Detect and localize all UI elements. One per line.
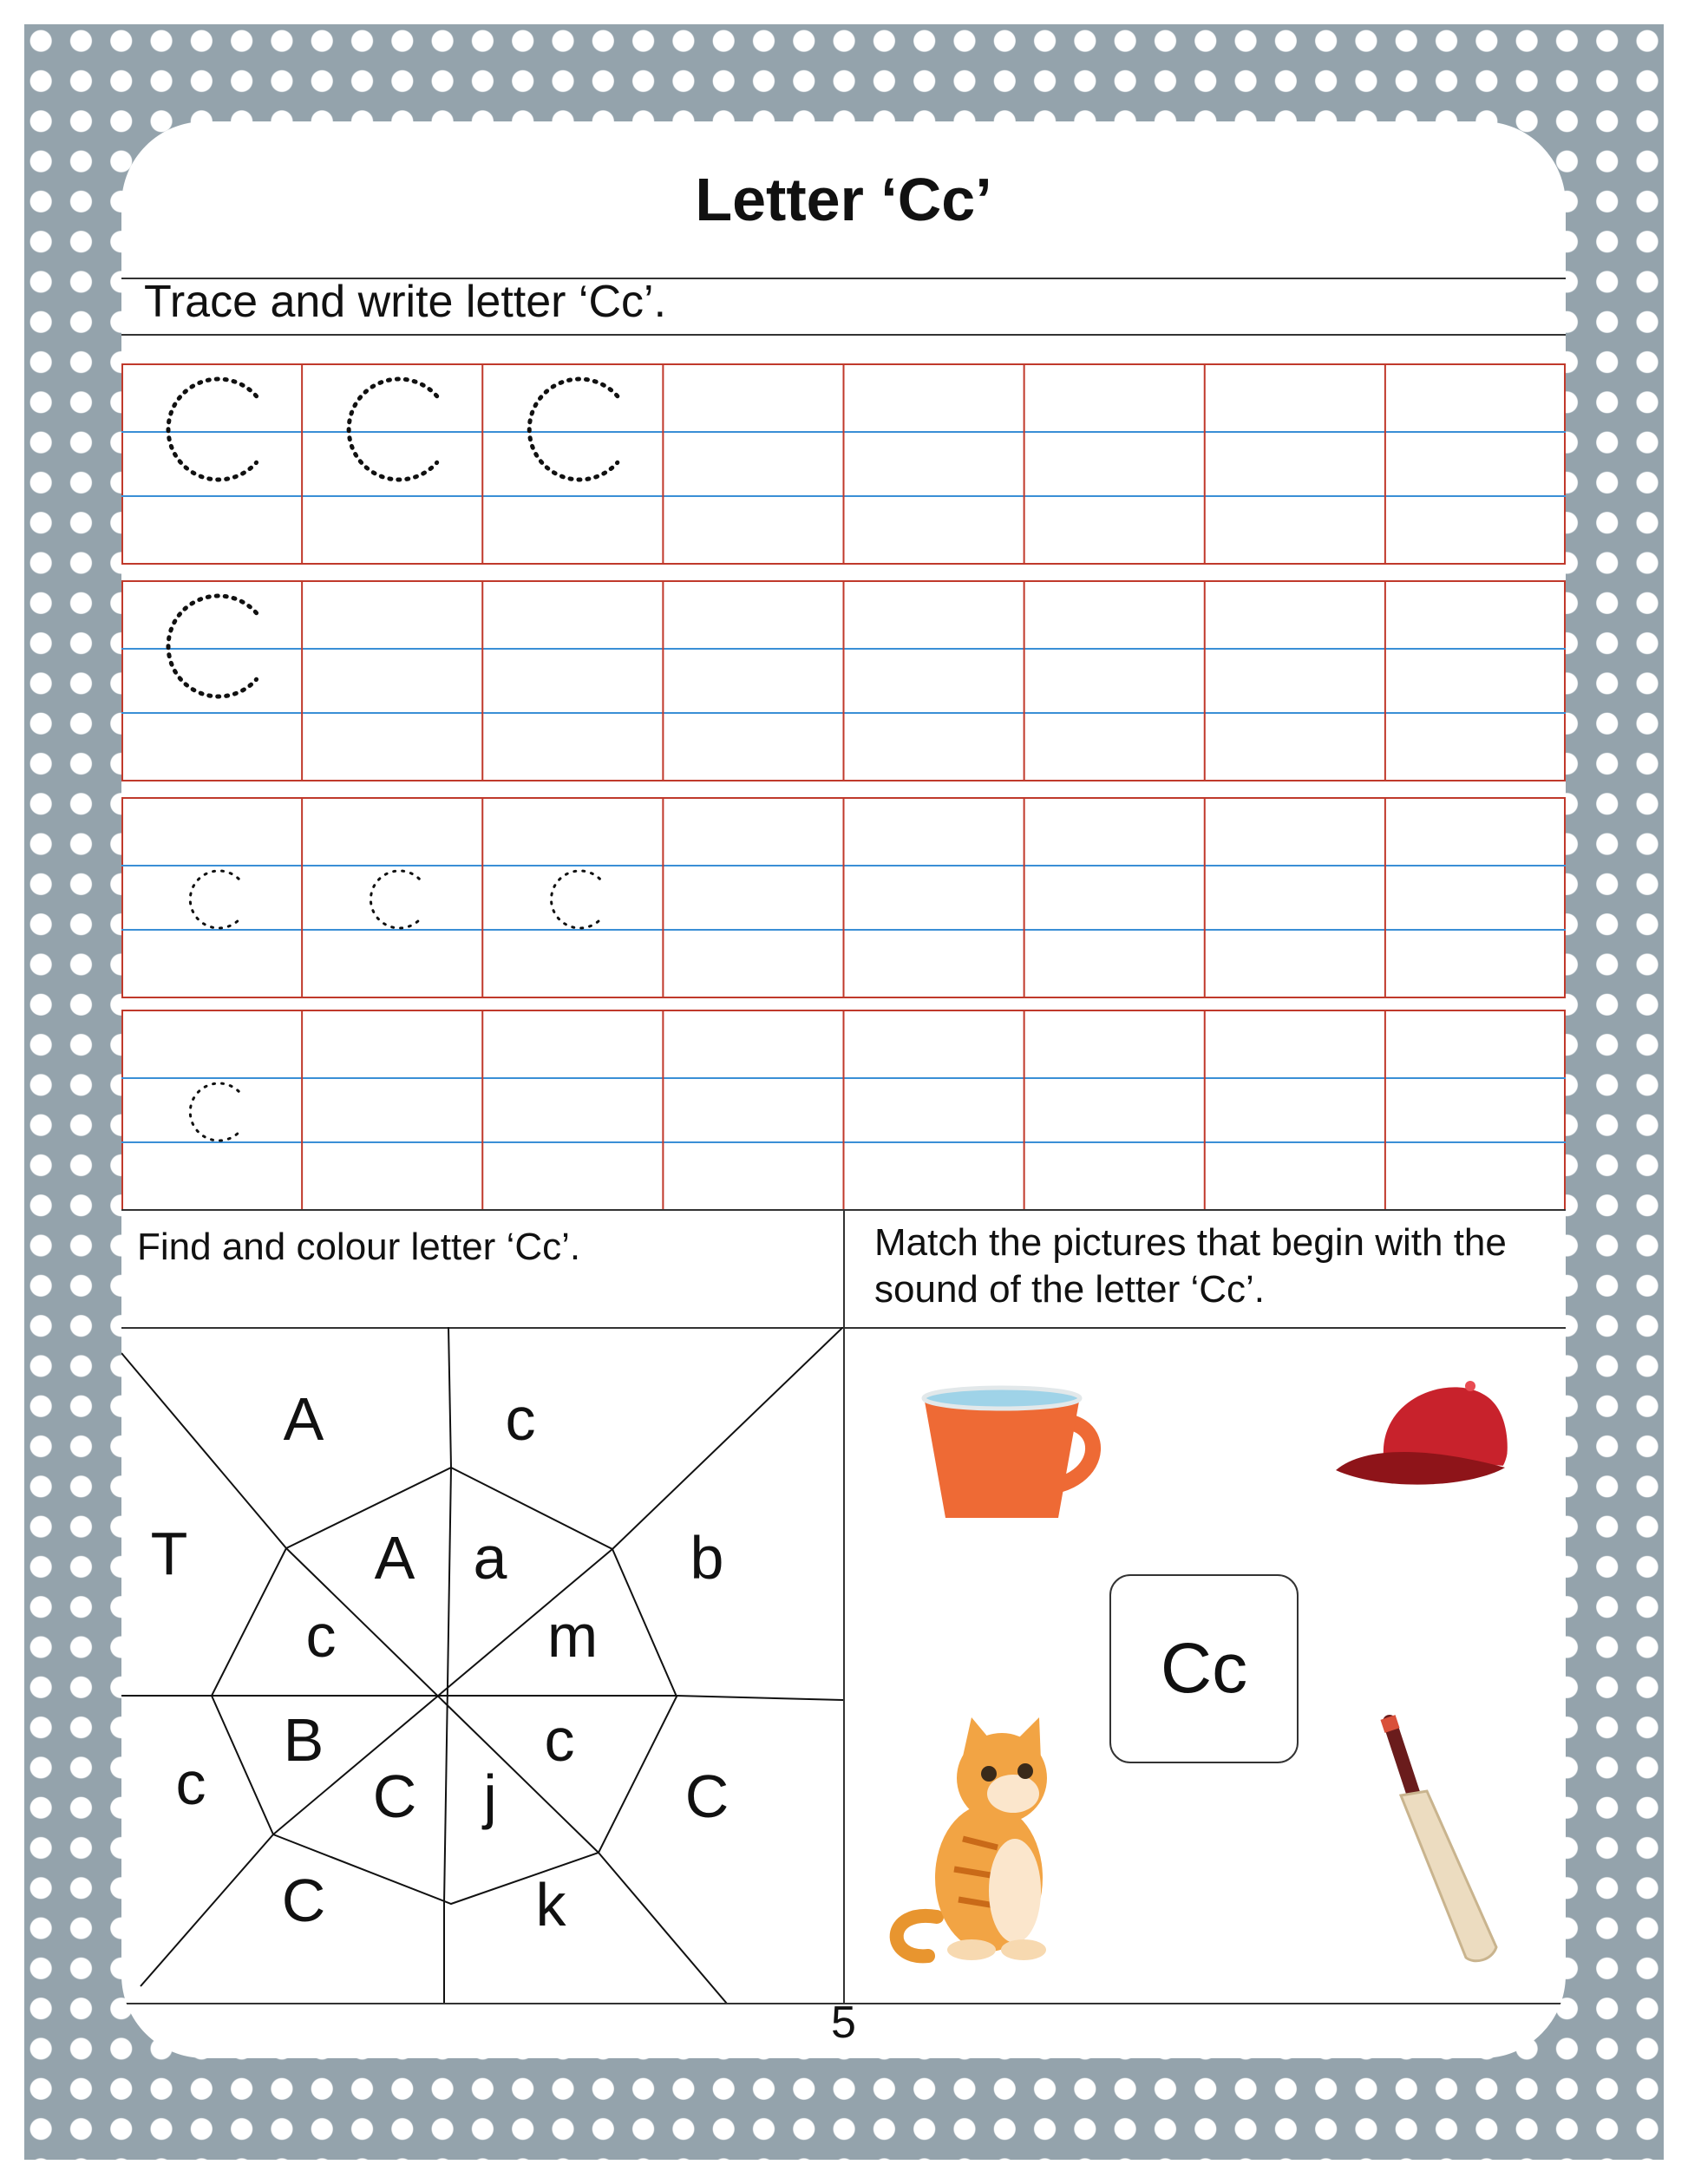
puzzle-letter[interactable]: m: [546, 1602, 599, 1670]
puzzle-letter[interactable]: c: [175, 1749, 206, 1817]
dotted-letter-c: [529, 379, 618, 480]
find-colour-puzzle[interactable]: [121, 1327, 843, 2004]
puzzle-letter[interactable]: c: [505, 1385, 536, 1453]
page-number: 5: [831, 1998, 856, 2048]
dotted-letter-c: [349, 379, 437, 480]
puzzle-letter[interactable]: A: [374, 1524, 415, 1592]
puzzle-letter[interactable]: C: [372, 1762, 417, 1830]
puzzle-letter[interactable]: j: [483, 1762, 497, 1830]
dotted-letter-c: [552, 871, 600, 928]
page-title: Letter ‘Cc’: [695, 166, 992, 233]
puzzle-letter[interactable]: c: [305, 1602, 337, 1670]
cup-picture[interactable]: [915, 1379, 1123, 1527]
puzzle-letter[interactable]: b: [690, 1524, 724, 1592]
match-instruction: Match the pictures that begin with the sound of the letter ‘Cc’.: [874, 1221, 1507, 1311]
dotted-letter-c: [190, 1083, 239, 1141]
find-colour-instruction: Find and colour letter ‘Cc’.: [137, 1226, 581, 1268]
puzzle-letter[interactable]: c: [544, 1706, 575, 1774]
dotted-letter-c: [370, 871, 419, 928]
dotted-letter-c: [190, 871, 239, 928]
dotted-letter-c: [168, 596, 257, 696]
puzzle-letter[interactable]: k: [535, 1871, 566, 1939]
inner-octagon: [212, 1468, 677, 1904]
puzzle-letter[interactable]: T: [150, 1520, 188, 1587]
puzzle-letter[interactable]: A: [283, 1385, 324, 1453]
dotted-letter-c: [168, 379, 257, 480]
worksheet-page: [121, 121, 1566, 2058]
puzzle-letter[interactable]: a: [473, 1524, 507, 1592]
cap-picture[interactable]: [1331, 1370, 1522, 1501]
puzzle-letter[interactable]: B: [283, 1706, 324, 1774]
trace-instruction: Trace and write letter ‘Cc’.: [144, 277, 667, 327]
match-center-letter: Cc: [1109, 1574, 1299, 1763]
cat-picture[interactable]: [885, 1717, 1076, 1969]
cricket-bat-picture[interactable]: [1353, 1713, 1509, 1973]
puzzle-letter[interactable]: C: [281, 1867, 326, 1934]
puzzle-letter[interactable]: C: [684, 1762, 730, 1830]
tracing-grid: [121, 121, 1566, 1214]
